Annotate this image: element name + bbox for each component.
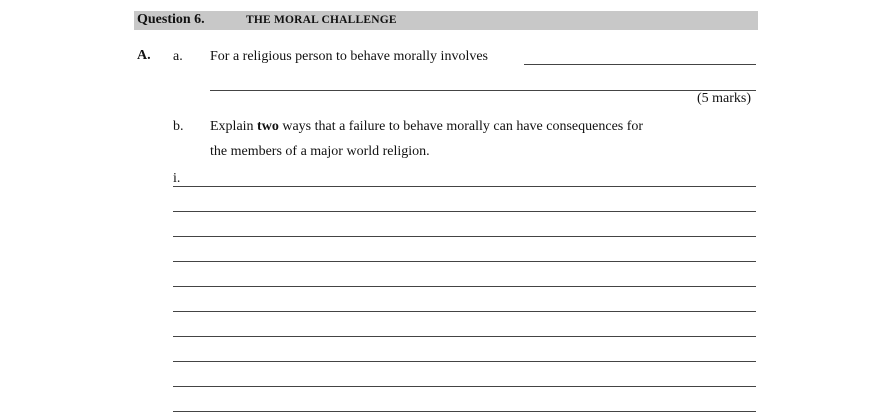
part-b-prompt-start: Explain xyxy=(210,119,258,134)
question-title: THE MORAL CHALLENGE xyxy=(246,14,397,26)
section-label: A. xyxy=(137,48,151,63)
part-a-label: a. xyxy=(173,49,183,64)
answer-line[interactable] xyxy=(173,211,756,212)
answer-line[interactable] xyxy=(173,311,756,312)
answer-line[interactable] xyxy=(173,236,756,237)
answer-line[interactable] xyxy=(173,411,756,412)
answer-line[interactable] xyxy=(173,261,756,262)
part-a-answer-line-1[interactable] xyxy=(524,64,756,65)
part-a-marks: (5 marks) xyxy=(697,91,752,106)
part-b-prompt-line-1 xyxy=(210,119,643,135)
part-b-prompt-emphasis: two xyxy=(257,119,279,134)
part-b-prompt-line-2: the members of a major world religion. xyxy=(210,144,430,159)
answer-line[interactable] xyxy=(173,386,756,387)
answer-line[interactable] xyxy=(173,286,756,287)
answer-line[interactable] xyxy=(173,361,756,362)
question-header-bar xyxy=(134,11,758,30)
part-b-label: b. xyxy=(173,119,184,134)
part-b-item-label: i. xyxy=(173,171,181,186)
answer-line[interactable] xyxy=(173,336,756,337)
answer-line[interactable] xyxy=(173,186,756,187)
part-a-answer-line-2[interactable] xyxy=(210,90,756,91)
question-number: Question 6. xyxy=(137,12,205,27)
part-b-prompt-end: ways that a failure to behave morally can have consequences for xyxy=(278,119,644,134)
part-a-prompt: For a religious person to behave morally involves xyxy=(210,49,488,64)
